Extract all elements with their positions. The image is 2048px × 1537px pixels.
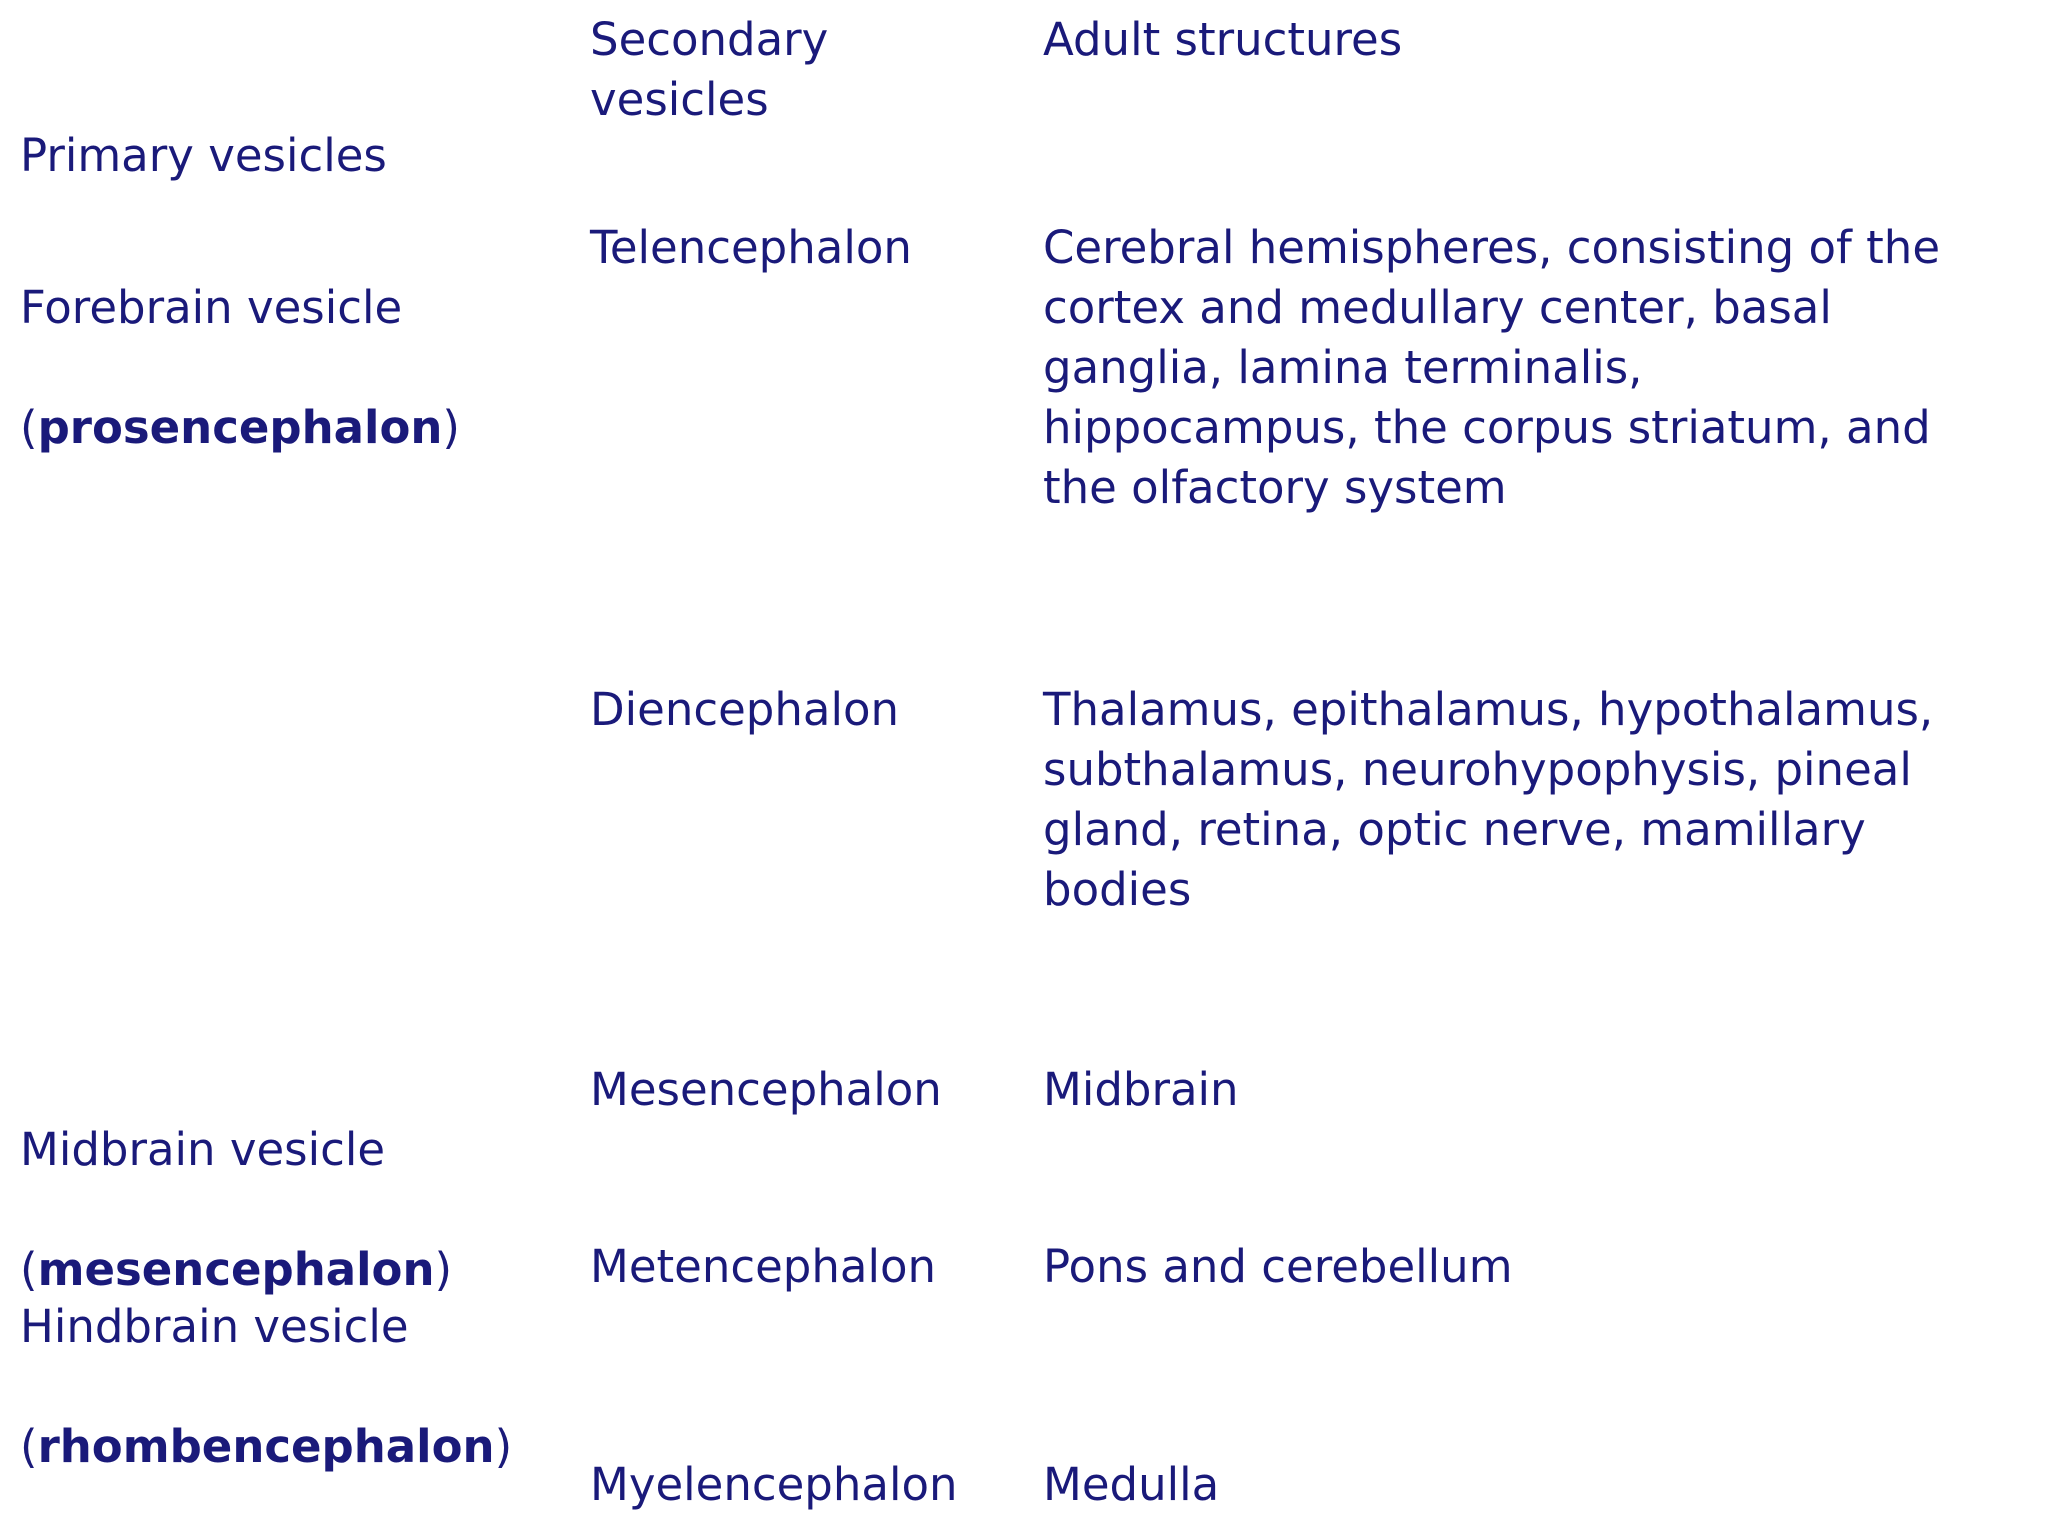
paren-open: (: [20, 1243, 38, 1296]
adult-myelencephalon-structures: Medulla: [1043, 1458, 1220, 1511]
secondary-metencephalon: Metencephalon: [590, 1240, 937, 1293]
primary-hindbrain-term: rhombencephalon: [37, 1420, 495, 1473]
header-secondary-vesicles: Secondary vesicles: [590, 13, 829, 126]
secondary-diencephalon: Diencephalon: [590, 683, 900, 736]
adult-mesencephalon-structures: Midbrain: [1043, 1063, 1239, 1116]
primary-forebrain-cell: [20, 218, 560, 518]
secondary-telencephalon: Telencephalon: [590, 221, 912, 274]
paren-close: ): [434, 1243, 453, 1296]
adult-telencephalon-structures: Cerebral hemispheres, consisting of the cortex and medullary center, basal ganglia, lamina terminalis, hippocampus, the corpus striatum, and the olfactory system: [1043, 221, 1941, 514]
primary-hindbrain-cell: [20, 1237, 560, 1537]
primary-forebrain-term-line: [20, 398, 560, 458]
adult-metencephalon-structures: Pons and cerebellum: [1043, 1240, 1513, 1293]
secondary-mesencephalon: Mesencephalon: [590, 1063, 942, 1116]
primary-midbrain-term: mesencephalon: [37, 1243, 435, 1296]
header-adult-structures: Adult structures: [1043, 13, 1403, 66]
paren-close: ): [442, 401, 460, 454]
secondary-myelencephalon: Myelencephalon: [590, 1458, 958, 1511]
header-primary-vesicles: Primary vesicles: [20, 129, 387, 182]
primary-forebrain-term: prosencephalon: [37, 401, 443, 454]
primary-forebrain-name: Forebrain vesicle: [20, 281, 403, 334]
paren-open: (: [20, 401, 38, 454]
primary-hindbrain-term-line: [20, 1417, 560, 1477]
paren-close: ): [494, 1420, 513, 1473]
primary-hindbrain-name: Hindbrain vesicle: [20, 1300, 409, 1353]
adult-diencephalon-structures: Thalamus, epithalamus, hypothalamus, subthalamus, neurohypophysis, pineal gland, retina, optic nerve, mamillary bodies: [1043, 683, 1934, 916]
paren-open: (: [20, 1420, 38, 1473]
primary-midbrain-name: Midbrain vesicle: [20, 1123, 386, 1176]
